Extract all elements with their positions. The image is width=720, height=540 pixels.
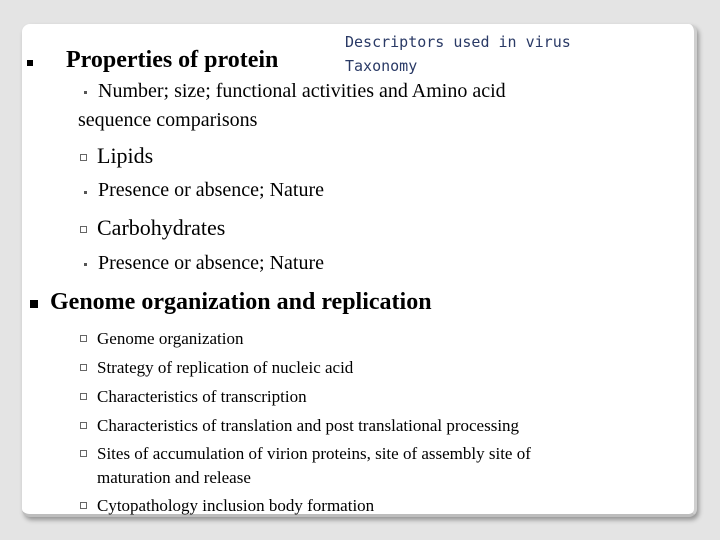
bullet-square-icon bbox=[27, 60, 33, 66]
genome-item: Genome organization bbox=[97, 329, 244, 348]
heading-genome: Genome organization and replication bbox=[50, 289, 432, 315]
corner-title bbox=[345, 30, 571, 78]
heading-protein: Properties of protein bbox=[66, 47, 279, 73]
genome-item: Characteristics of transcription bbox=[97, 387, 307, 406]
corner-title-line2: Taxonomy bbox=[345, 57, 418, 75]
genome-item-continuation: maturation and release bbox=[97, 468, 251, 487]
protein-detail-line2: sequence comparisons bbox=[78, 109, 258, 131]
bullet-dot-icon bbox=[84, 91, 87, 94]
corner-title-line1: Descriptors used in virus bbox=[345, 33, 571, 51]
bullet-hollow-square-icon bbox=[80, 450, 87, 457]
bullet-hollow-square-icon bbox=[80, 502, 87, 509]
bullet-hollow-square-icon bbox=[80, 364, 87, 371]
genome-item: Sites of accumulation of virion proteins, site of assembly site of bbox=[97, 444, 531, 463]
carbohydrates-label: Carbohydrates bbox=[97, 215, 226, 240]
genome-item: Strategy of replication of nucleic acid bbox=[97, 358, 354, 377]
bullet-dot-icon bbox=[84, 263, 87, 266]
bullet-hollow-square-icon bbox=[80, 154, 87, 161]
bullet-hollow-square-icon bbox=[80, 335, 87, 342]
bullet-dot-icon bbox=[84, 191, 87, 194]
carbohydrates-detail: Presence or absence; Nature bbox=[98, 252, 324, 274]
bullet-hollow-square-icon bbox=[80, 422, 87, 429]
genome-item: Characteristics of translation and post translational processing bbox=[97, 416, 520, 435]
lipids-label: Lipids bbox=[97, 143, 154, 168]
lipids-detail: Presence or absence; Nature bbox=[98, 179, 324, 201]
bullet-square-icon bbox=[30, 300, 38, 308]
bullet-hollow-square-icon bbox=[80, 393, 87, 400]
protein-detail-line1: Number; size; functional activities and Amino acid bbox=[98, 80, 506, 102]
genome-item: Cytopathology inclusion body formation bbox=[97, 496, 375, 515]
bullet-hollow-square-icon bbox=[80, 226, 87, 233]
